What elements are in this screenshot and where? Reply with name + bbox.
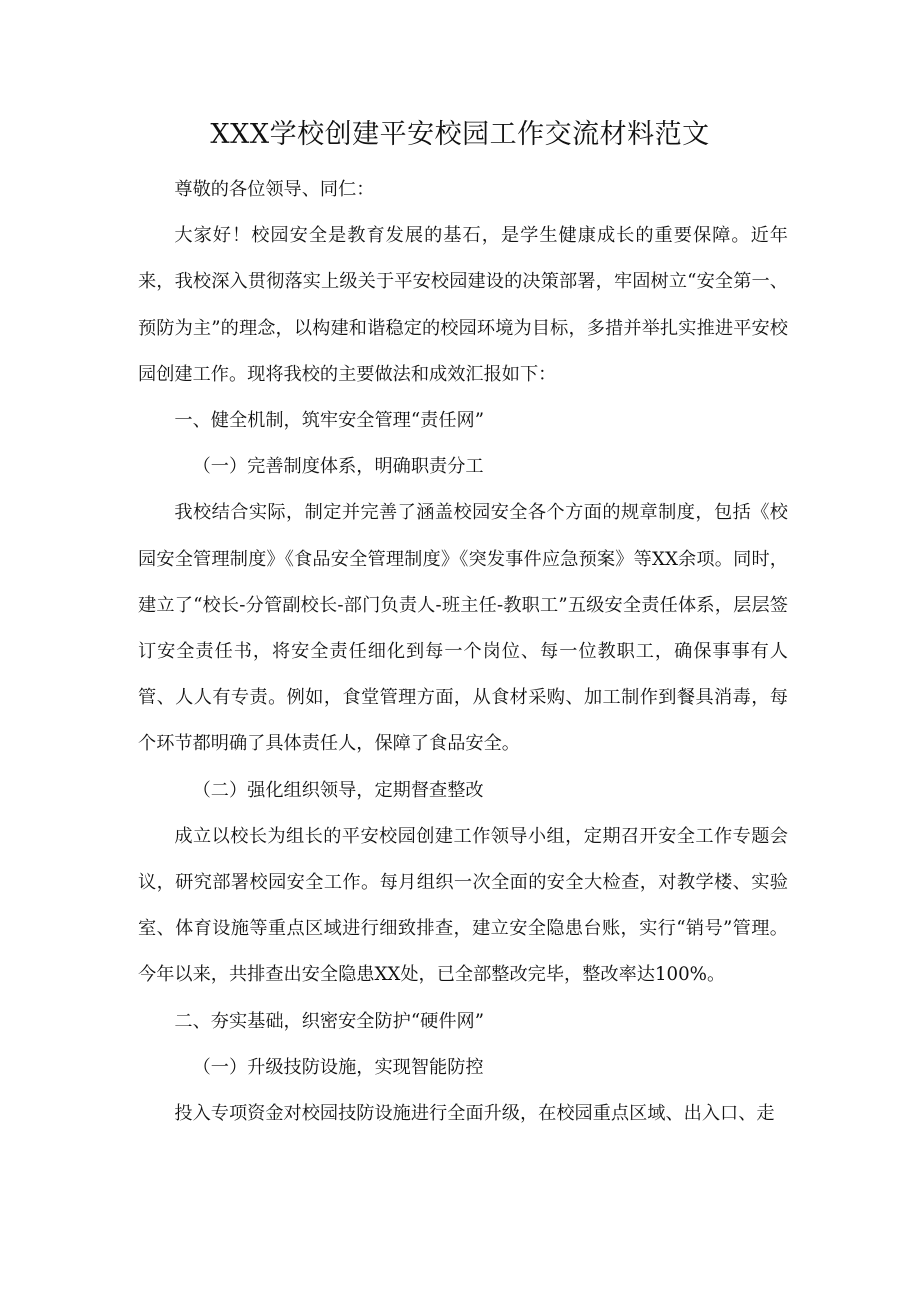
subsection-heading: （一）完善制度体系，明确职责分工 bbox=[192, 456, 484, 478]
subsection-heading: （二）强化组织领导，定期督查整改 bbox=[192, 779, 484, 801]
body-paragraph: 成立以校长为组长的平安校园创建工作领导小组，定期召开安全工作专题会议，研究部署校园安全工作。每月组织一次全面的安全大检查，对教学楼、实验室、体育设施等重点区域进行细致排查，建立安全隐患台账，实行“销号”管理。今年以来，共排查出安全隐患XX处，已全部整改完毕，整改率达100%。 bbox=[138, 825, 788, 986]
body-paragraph: 我校结合实际，制定并完善了涵盖校园安全各个方面的规章制度，包括《校园安全管理制度》《食品安全管理制度》《突发事件应急预案》等XX余项。同时，建立了“校长-分管副校长-部门负责人-班主任-教职工”五级安全责任体系，层层签订安全责任书，将安全责任细化到每一个岗位、每一位教职工，确保事事有人管、人人有专责。例如，食堂管理方面，从食材采购、加工制作到餐具消毒，每个环节都明确了具体责任人，保障了食品安全。 bbox=[138, 502, 788, 755]
salutation-paragraph: 尊敬的各位领导、同仁： bbox=[174, 179, 375, 200]
document-body bbox=[138, 167, 788, 1137]
body-paragraph: 大家好！校园安全是教育发展的基石，是学生健康成长的重要保障。近年来，我校深入贯彻落实上级关于平安校园建设的决策部署，牢固树立“安全第一、预防为主”的理念，以构建和谐稳定的校园环境为目标，多措并举扎实推进平安校园创建工作。现将我校的主要做法和成效汇报如下： bbox=[138, 225, 788, 385]
body-paragraph: 投入专项资金对校园技防设施进行全面升级，在校园重点区域、出入口、走 bbox=[174, 1103, 775, 1125]
subsection-heading: （一）升级技防设施，实现智能防控 bbox=[192, 1056, 484, 1078]
section-heading: 二、夯实基础，织密安全防护“硬件网” bbox=[174, 1010, 484, 1032]
section-heading: 一、健全机制，筑牢安全管理“责任网” bbox=[174, 410, 484, 432]
document-title: XXX学校创建平安校园工作交流材料范文 bbox=[210, 119, 710, 150]
